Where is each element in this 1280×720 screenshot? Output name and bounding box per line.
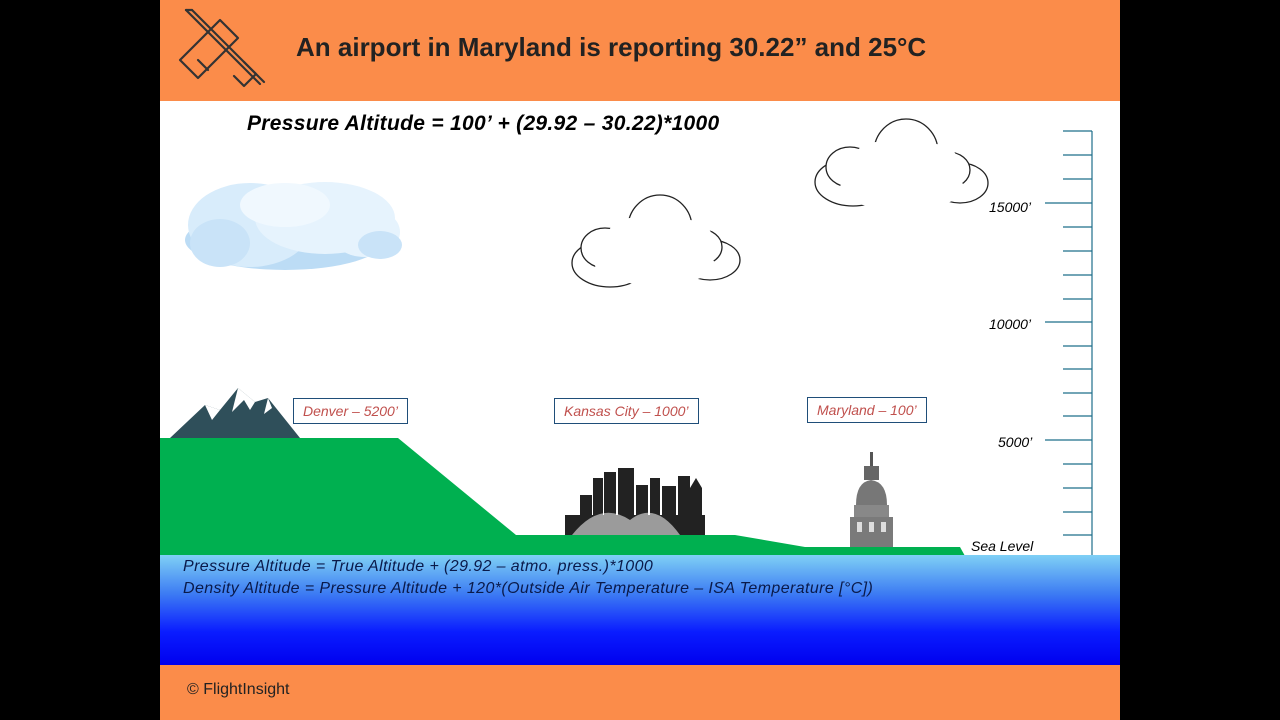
page-title: An airport in Maryland is reporting 30.22” and 25°C	[296, 32, 927, 62]
location-label-kansas-city: Kansas City – 1000’	[554, 398, 699, 424]
scale-label-5000: 5000’	[998, 434, 1033, 450]
pressure-altitude-calculation: Pressure Altitude = 100’ + (29.92 – 30.22)*1000	[247, 112, 720, 135]
cloud-icon	[185, 182, 402, 270]
copyright: © FlightInsight	[187, 681, 290, 698]
cloud-icon	[815, 119, 988, 210]
slide	[160, 0, 1120, 720]
pressure-altitude-formula: Pressure Altitude = True Altitude + (29.92 – atmo. press.)*1000	[183, 558, 654, 575]
altitude-scale	[1045, 131, 1092, 555]
footer-bar	[160, 665, 1120, 720]
location-label-maryland: Maryland – 100’	[807, 397, 927, 423]
terrain	[160, 438, 965, 556]
ocean-formula-panel	[160, 555, 1120, 665]
scale-label-10000: 10000’	[989, 316, 1032, 332]
location-label-denver: Denver – 5200’	[293, 398, 408, 424]
cloud-icon	[572, 195, 740, 287]
altitude-diagram	[160, 0, 1120, 560]
mountain-icon	[170, 388, 300, 438]
density-altitude-formula: Density Altitude = Pressure Altitude + 120*(Outside Air Temperature – ISA Temperature [°C])	[183, 580, 874, 597]
sea-level-label: Sea Level	[971, 538, 1034, 554]
city-skyline-icon	[565, 468, 705, 535]
scale-label-15000: 15000’	[989, 199, 1032, 215]
state-house-icon	[850, 452, 893, 547]
